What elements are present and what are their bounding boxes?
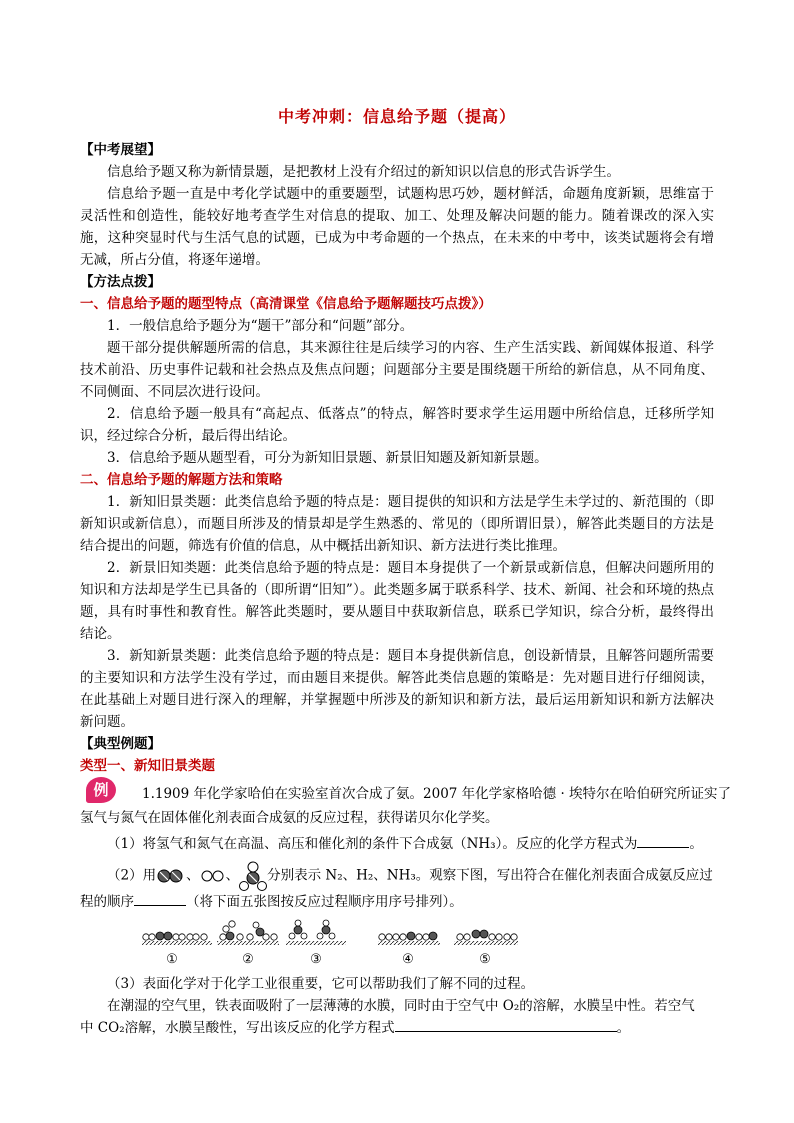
diagram-panel-3 bbox=[286, 920, 346, 967]
question-part-2-line2 bbox=[80, 891, 714, 913]
question-part-3-body-a: 在潮湿的空气里，铁表面吸附了一层薄薄的水膜，同时由于空气中 O₂的溶解，水膜呈中性。若空气 bbox=[107, 998, 695, 1014]
diagram-panel-5 bbox=[454, 930, 518, 967]
answer-blank-1[interactable] bbox=[637, 835, 689, 848]
document-content bbox=[80, 104, 732, 1039]
question-part-3-body-b bbox=[80, 1017, 714, 1039]
answer-blank-3[interactable] bbox=[395, 1019, 617, 1032]
question-part-2 bbox=[80, 861, 714, 891]
question-part-2-mid: 分别表示 N₂、H₂、NH₃。观察下图，写出符合在催化剂表面合成氨反应过 bbox=[267, 867, 713, 884]
method-sub2-item: 2．新景旧知类题：此类信息给予题的特点是：题目本身提供了一个新景或新信息，但解决问题所用的知识和方法却是学生已具备的（即所谓“旧知”）。此类题多属于联系科学、技术、新闻、社会和环境的热点题，具有时事性和教育性。解答此类题时，要从题目中获取新信息，联系已学知识，综合分析，最终得出结论。 bbox=[80, 560, 714, 642]
method-heading: 【方法点拨】 bbox=[80, 274, 161, 290]
diagram-label: ④ bbox=[402, 952, 414, 967]
question-part-1-text: （1）将氢气和氮气在高温、高压和催化剂的条件下合成氨（NH₃）。反应的化学方程式为 bbox=[107, 836, 638, 852]
reaction-process-diagram bbox=[80, 919, 714, 967]
outlook-paragraph-1: 信息给予题又称为新情景题，是把教材上没有介绍过的新知识以信息的形式告诉学生。 bbox=[107, 164, 620, 180]
question-part-2-sep2: 、 bbox=[225, 867, 240, 884]
answer-blank-2[interactable] bbox=[134, 893, 186, 906]
method-sub2-item: 1．新知旧景类题：此类信息给予题的特点是：题目提供的知识和方法是学生未学过的、新范围的（即新知识或新信息），而题目所涉及的情景却是学生熟悉的、常见的（即所谓旧景），解答此类题目的方法是结合提出的问题，筛选有价值的信息，从中概括出新知识、新方法进行类比推理。 bbox=[80, 494, 714, 554]
question-part-1-end: 。 bbox=[689, 836, 703, 852]
outlook-heading: 【中考展望】 bbox=[80, 142, 161, 158]
question-part-1 bbox=[80, 833, 714, 855]
question-part-2-line2-b: （将下面五张图按反应过程顺序用序号排列）。 bbox=[186, 894, 463, 910]
method-sub1-item: 2．信息给予题一般具有“高起点、低落点”的特点，解答时要求学生运用题中所给信息，迁移所学知识，经过综合分析，最后得出结论。 bbox=[80, 406, 714, 444]
method-sub1-item: 1．一般信息给予题分为“题干”部分和“问题”部分。 bbox=[107, 318, 414, 334]
page-title: 中考冲刺：信息给予题（提高） bbox=[277, 107, 516, 126]
method-sub1-item: 题干部分提供解题所需的信息，其来源往往是后续学习的内容、生产生活实践、新闻媒体报道、科学技术前沿、历史事件记载和社会热点及焦点问题；问题部分主要是围绕题干所给的新信息，从不同角度、不同侧面、不同层次进行设问。 bbox=[80, 340, 714, 400]
diagram-panel-1 bbox=[142, 932, 212, 967]
method-sub1-heading: 一、信息给予题的题型特点（高清课堂《信息给予题解题技巧点拨》） bbox=[80, 296, 492, 312]
question-part-3: （3）表面化学对于化学工业很重要，它可以帮助我们了解不同的过程。 bbox=[107, 976, 535, 992]
catalyst-surface bbox=[454, 941, 518, 945]
nitrogen-molecule-icon bbox=[156, 869, 186, 883]
question-part-2-prefix: （2）用 bbox=[107, 867, 157, 884]
question-intro-rest: 氢气与氮气在固体催化剂表面合成氨的反应过程，获得诺贝尔化学奖。 bbox=[80, 810, 499, 826]
diagram-panel-4 bbox=[378, 932, 440, 967]
question-part-3-body-b-text: 中 CO₂溶解，水膜呈酸性，写出该反应的化学方程式 bbox=[80, 1020, 395, 1036]
example-badge: 例 bbox=[86, 777, 116, 803]
hydrogen-molecule-icon bbox=[200, 869, 226, 883]
catalyst-surface bbox=[217, 941, 279, 945]
question-part-2-sep1: 、 bbox=[186, 867, 200, 884]
method-sub2-heading: 二、信息给予题的解题方法和策略 bbox=[80, 472, 283, 488]
example-intro-row bbox=[80, 781, 732, 807]
outlook-paragraph-2: 信息给予题一直是中考化学试题中的重要题型，试题构思巧妙，题材鲜活，命题角度新颖，思维富于灵活性和创造性，能较好地考查学生对信息的提取、加工、处理及解决问题的能力。随着课改的深入实施，这种突显时代与生活气息的试题，已成为中考命题的一个热点，在未来的中考中，该类试题将会有增无减，所占分值，将逐年递增。 bbox=[80, 186, 714, 268]
example-type-heading: 类型一、新知旧景类题 bbox=[80, 758, 215, 774]
ammonia-molecule-icon bbox=[239, 861, 267, 891]
method-sub2-item: 3．新知新景类题：此类信息给予题的特点是：题目本身提供新信息，创设新情景，且解答问题所需要的主要知识和方法学生没有学过，而由题目来提供。解答此类信息题的策略是：先对题目进行仔细阅读，在此基础上对题目进行深入的理解，并掌握题中所涉及的新知识和新方法，最后运用新知识和新方法解决新问题。 bbox=[80, 648, 714, 730]
diagram-label: ⑤ bbox=[479, 952, 491, 967]
examples-heading: 【典型例题】 bbox=[80, 736, 161, 752]
catalyst-surface bbox=[286, 941, 346, 945]
question-intro-line: 1.1909 年化学家哈伯在实验室首次合成了氨。2007 年化学家格哈德 · 埃特尔在哈伯研究所证实了 bbox=[142, 786, 732, 802]
question-part-3-end: 。 bbox=[616, 1020, 631, 1036]
question-part-2-line2-a: 程的顺序 bbox=[80, 894, 134, 910]
catalyst-surface bbox=[378, 941, 440, 945]
diagram-panel-2 bbox=[217, 921, 279, 967]
method-sub1-item: 3．信息给予题从题型看，可分为新知旧景题、新景旧知题及新知新景题。 bbox=[107, 450, 548, 466]
diagram-label: ① bbox=[166, 952, 178, 967]
diagram-label: ③ bbox=[310, 952, 322, 967]
diagram-label: ② bbox=[242, 952, 254, 967]
catalyst-surface bbox=[142, 941, 212, 945]
reaction-diagram-svg bbox=[80, 919, 714, 967]
